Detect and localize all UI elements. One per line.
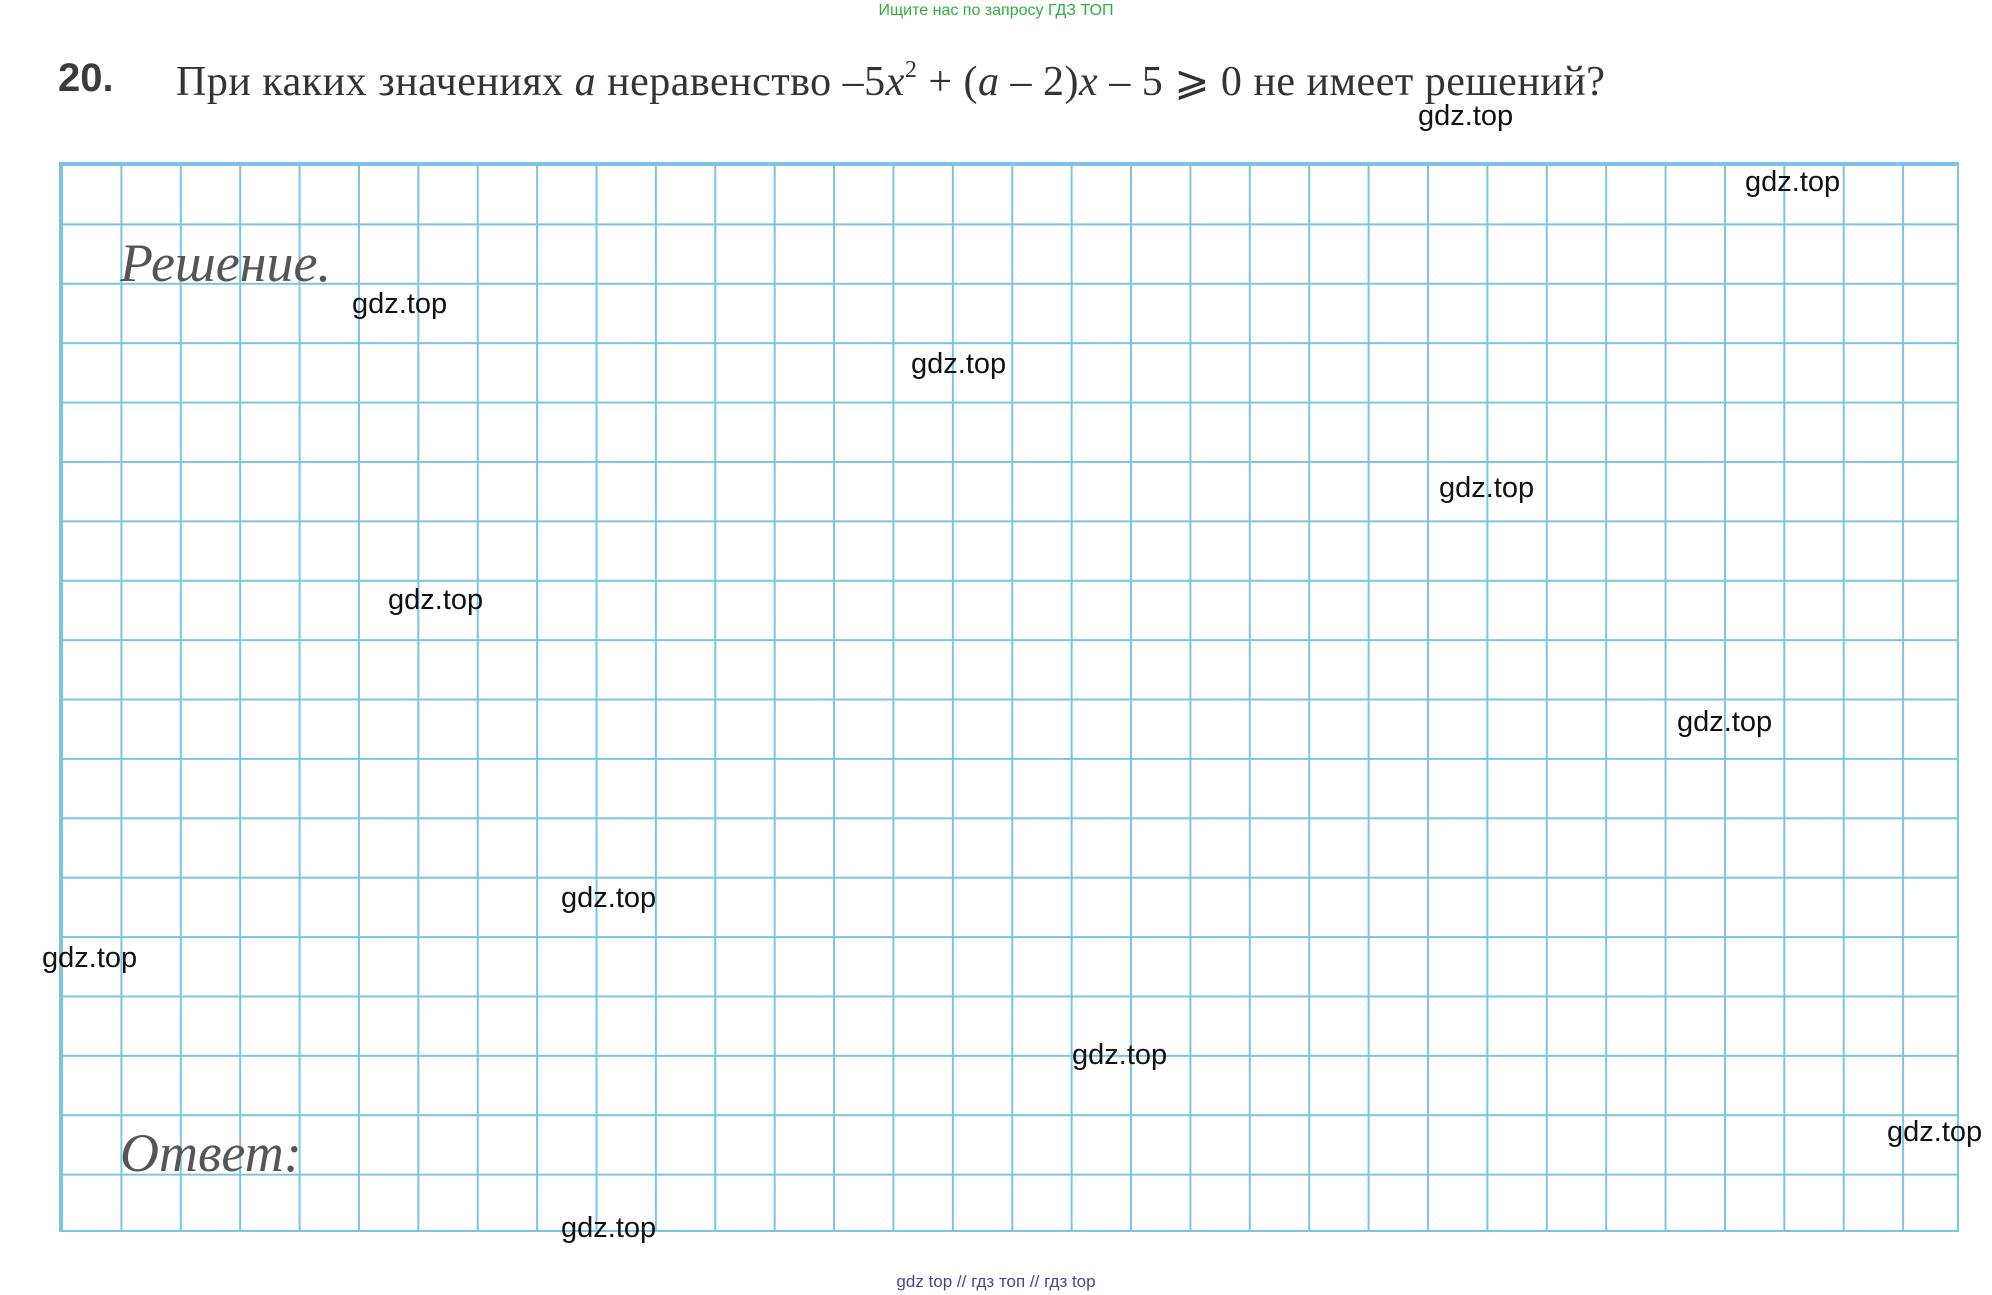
watermark: gdz.top [1418,100,1514,132]
watermark: gdz.top [1439,472,1535,504]
variable-x: x [1079,59,1099,105]
watermark: gdz.top [352,288,448,320]
watermark: gdz.top [1887,1116,1983,1148]
task-statement [176,56,1605,106]
exponent: 2 [904,57,918,83]
variable-x: x [885,59,905,105]
task-text-part: – 2) [999,59,1080,105]
answer-label: Ответ: [120,1123,302,1183]
watermark: gdz.top [911,348,1007,380]
variable-a: a [978,59,1000,105]
watermark: gdz.top [1745,166,1841,198]
footer-links[interactable]: gdz top // гдз топ // гдз top [896,1272,1096,1291]
answer-grid[interactable] [59,162,1959,1232]
task-text-part: неравенство –5 [596,59,886,105]
solution-label: Решение. [120,233,331,293]
variable-a: a [574,59,597,105]
watermark: gdz.top [561,882,657,914]
top-banner[interactable]: Ищите нас по запросу ГДЗ ТОП [878,2,1114,19]
task-text-part: При каких значениях [176,59,575,105]
task-number: 20. [58,56,114,100]
task-text-part: – 5 ⩾ 0 не имеет решений? [1098,59,1606,105]
task-text-part: + ( [917,59,979,105]
watermark: gdz.top [42,942,138,974]
watermark: gdz.top [388,584,484,616]
watermark: gdz.top [1677,706,1773,738]
watermark: gdz.top [1072,1039,1168,1071]
watermark: gdz.top [561,1212,657,1244]
